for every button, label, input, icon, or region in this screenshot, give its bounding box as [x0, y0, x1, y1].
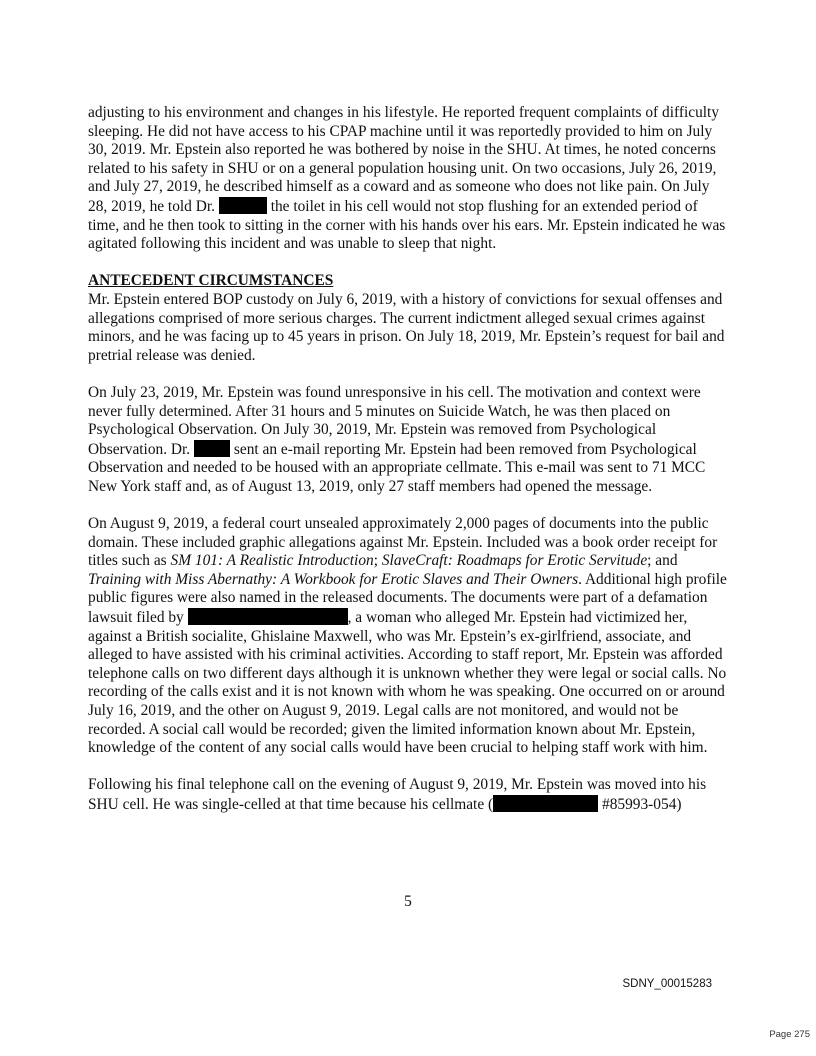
paragraph-text: . Additional high profile public figures were also named in the released documents. The documents were part of a defamation lawsuit filed by	[88, 570, 727, 627]
bates-number: SDNY_00015283	[622, 978, 712, 990]
pdf-page-label: Page 275	[769, 1029, 810, 1040]
paragraph-unsealed	[88, 515, 728, 758]
paragraph-text: adjusting to his environment and changes in his lifestyle. He reported frequent complaints of difficulty sleeping. He did not have access to his CPAP machine until it was reportedly provided to him on July 30, 2019. Mr. Epstein also reported he was bothered by noise in the SHU. At times, he noted concerns related to his safety in SHU or on a general population housing unit. On two occasions, July 26, 2019, and July 27, 2019, he described himself as a coward and as someone who does not like pain. On July 28, 2019, he told Dr.	[88, 104, 720, 215]
paragraph-unresponsive	[88, 384, 728, 497]
paragraph-text: , a woman who alleged Mr. Epstein had victimized her, against a British socialite, Ghislaine Maxwell, who was Mr. Epstein’s ex-girlfriend, associate, and alleged to have assisted with his criminal activities. According to staff report, Mr. Epstein was afforded telephone calls on two different days although it is unknown whether they were legal or social calls. No recording of the calls exist and it is not known with whom he was speaking. One occurred on or around July 16, 2019, and the other on August 9, 2019. Legal calls are not monitored, and would not be recorded. A social call would be recorded; given the limited information known about Mr. Epstein, knowledge of the content of any social calls would have been crucial to helping staff work with him.	[88, 609, 727, 757]
paragraph-final-call	[88, 776, 728, 814]
paragraph-text: sent an e-mail reporting Mr. Epstein had been removed from Psychological Observation and needed to be housed with an appropriate cellmate. This e-mail was sent to 71 MCC New York staff and, as of August 13, 2019, only 27 staff members had opened the message.	[88, 440, 706, 495]
book-title: Training with Miss Abernathy: A Workbook for Erotic Slaves and Their Owners	[88, 570, 579, 588]
paragraph-text: the toilet in his cell would not stop flushing for an extended period of time, and he then took to sitting in the corner with his hands over his ears. Mr. Epstein indicated he was agitated following this incident and was unable to sleep that night.	[88, 197, 726, 253]
book-title: SlaveCraft: Roadmaps for Erotic Servitude	[381, 552, 648, 570]
paragraph-custody: Mr. Epstein entered BOP custody on July 6, 2019, with a history of convictions for sexual offenses and allegations comprised of more serious charges. The current indictment alleged sexual crimes against minors, and he was facing up to 45 years in prison. On July 18, 2019, Mr. Epstein’s request for bail and pretrial release was denied.	[88, 290, 725, 364]
redaction-box	[219, 197, 267, 214]
paragraph-text: On August 9, 2019, a federal court unsealed approximately 2,000 pages of documents into the public domain. These included graphic allegations against Mr. Epstein. Included was a book order receipt for titles such as	[88, 515, 718, 570]
paragraph-lifestyle	[88, 104, 728, 254]
paragraph-text: On July 23, 2019, Mr. Epstein was found unresponsive in his cell. The motivation and context were never fully determined. After 31 hours and 5 minutes on Suicide Watch, he was then placed on Psychological Observation. On July 30, 2019, Mr. Epstein was removed from Psychological Observation. Dr.	[88, 383, 701, 458]
section-heading: ANTECEDENT CIRCUMSTANCES	[88, 272, 334, 290]
punctuation: ;	[373, 552, 378, 570]
punctuation: ; and	[647, 552, 678, 570]
redaction-box	[188, 608, 348, 625]
paragraph-text: Following his final telephone call on the evening of August 9, 2019, Mr. Epstein was moved into his SHU cell. He was single-celled at that time because his cellmate (	[88, 776, 707, 813]
page-number: 5	[404, 893, 412, 910]
paragraph-text: #85993-054)	[602, 795, 682, 813]
redaction-box	[493, 795, 598, 812]
book-title: SM 101: A Realistic Introduction	[170, 552, 374, 570]
redaction-box	[194, 440, 230, 457]
document-body	[88, 104, 728, 833]
